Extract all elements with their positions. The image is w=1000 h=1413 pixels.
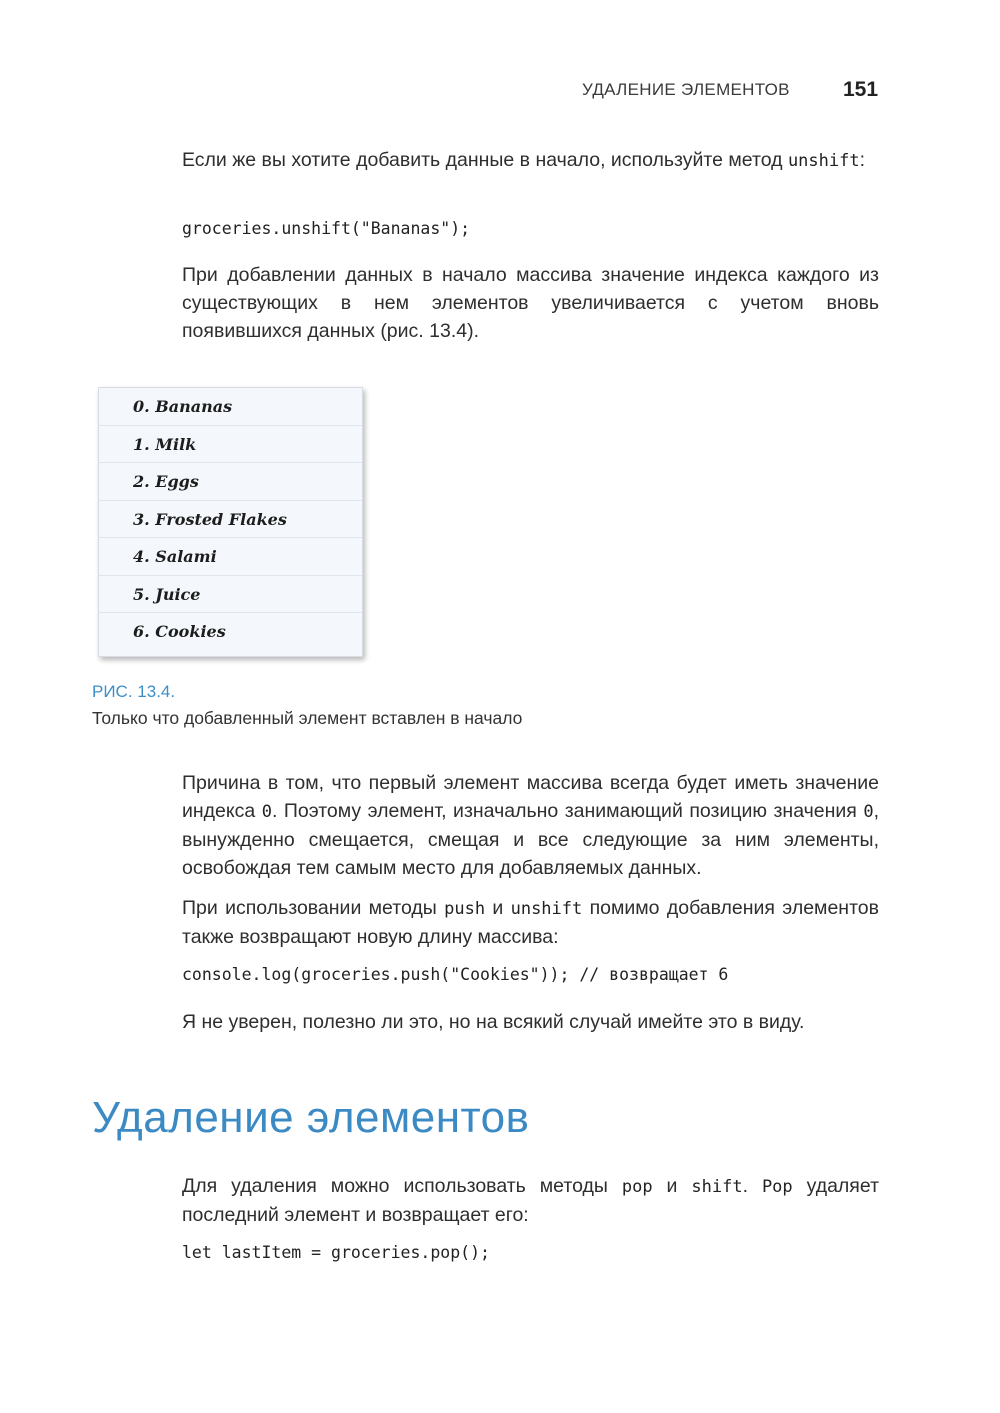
paragraph-reason [182,769,879,882]
figure-list-item: 6. Cookies [133,622,226,641]
paragraph-text: удаляет последний элемент и возвращает его: [182,1175,879,1226]
figure-list-item: 3. Frosted Flakes [99,501,362,539]
figure-list-item: 0. Bananas [99,388,362,426]
code-block-pop: let lastItem = groceries.pop(); [182,1243,490,1262]
paragraph-unshift-intro [182,146,879,175]
paragraph-text: . [742,1175,762,1197]
paragraph-text: и [485,897,511,919]
figure-list-item: 1. Milk [99,426,362,464]
inline-code: unshift [510,899,583,919]
paragraph-index-shift: При добавлении данных в начало массива значение индекса каждого из существующих в нем элементов увеличивается с учетом вновь появившихся данных (рис. 13.4). [182,264,879,342]
inline-code: push [444,899,486,919]
inline-code: unshift [787,151,860,171]
figure-caption: Только что добавленный элемент вставлен в начало [92,708,523,728]
inline-code: 0 [863,802,874,822]
inline-code: shift [691,1177,743,1197]
paragraph-text: Причина в том, что первый элемент массива всегда будет иметь значение индекса [182,772,879,822]
figure-grocery-list [98,387,363,657]
paragraph-pop-shift [182,1172,879,1229]
paragraph-text: Для удаления можно использовать методы [182,1175,622,1197]
code-block-console-log: console.log(groceries.push("Cookies")); // возвращает 6 [182,965,729,984]
paragraph-text: Если же вы хотите добавить данные в начало, используйте метод [182,149,788,171]
paragraph-text: При использовании методы [182,897,445,919]
figure-list-item: 5. Juice [99,576,362,614]
inline-code: 0 [261,802,272,822]
page-number: 151 [843,78,879,101]
figure-list-item: 2. Eggs [99,463,362,501]
section-heading: Удаление элементов [92,1093,530,1142]
running-header-title: УДАЛЕНИЕ ЭЛЕМЕНТОВ [582,80,790,99]
running-header [0,78,1000,106]
inline-code: Pop [761,1177,793,1197]
paragraph-text: помимо добавления элементов также возвращают новую длину массива: [182,897,879,948]
paragraph-text: , вынужденно смещается, смещая и все следующие за ним элементы, освобождая тем самым место для добавляемых данных. [182,800,879,879]
paragraph-note: Я не уверен, полезно ли это, но на всякий случай имейте это в виду. [182,1011,805,1033]
inline-code: pop [621,1177,653,1197]
figure-label: РИС. 13.4. [92,682,176,701]
paragraph-text: : [859,149,866,171]
code-block-unshift: groceries.unshift("Bananas"); [182,219,471,238]
paragraph-push-unshift-return [182,894,879,951]
paragraph-text: и [652,1175,692,1197]
paragraph-text: . Поэтому элемент, изначально занимающий позицию значения [271,800,864,822]
figure-list-item: 4. Salami [99,538,362,576]
